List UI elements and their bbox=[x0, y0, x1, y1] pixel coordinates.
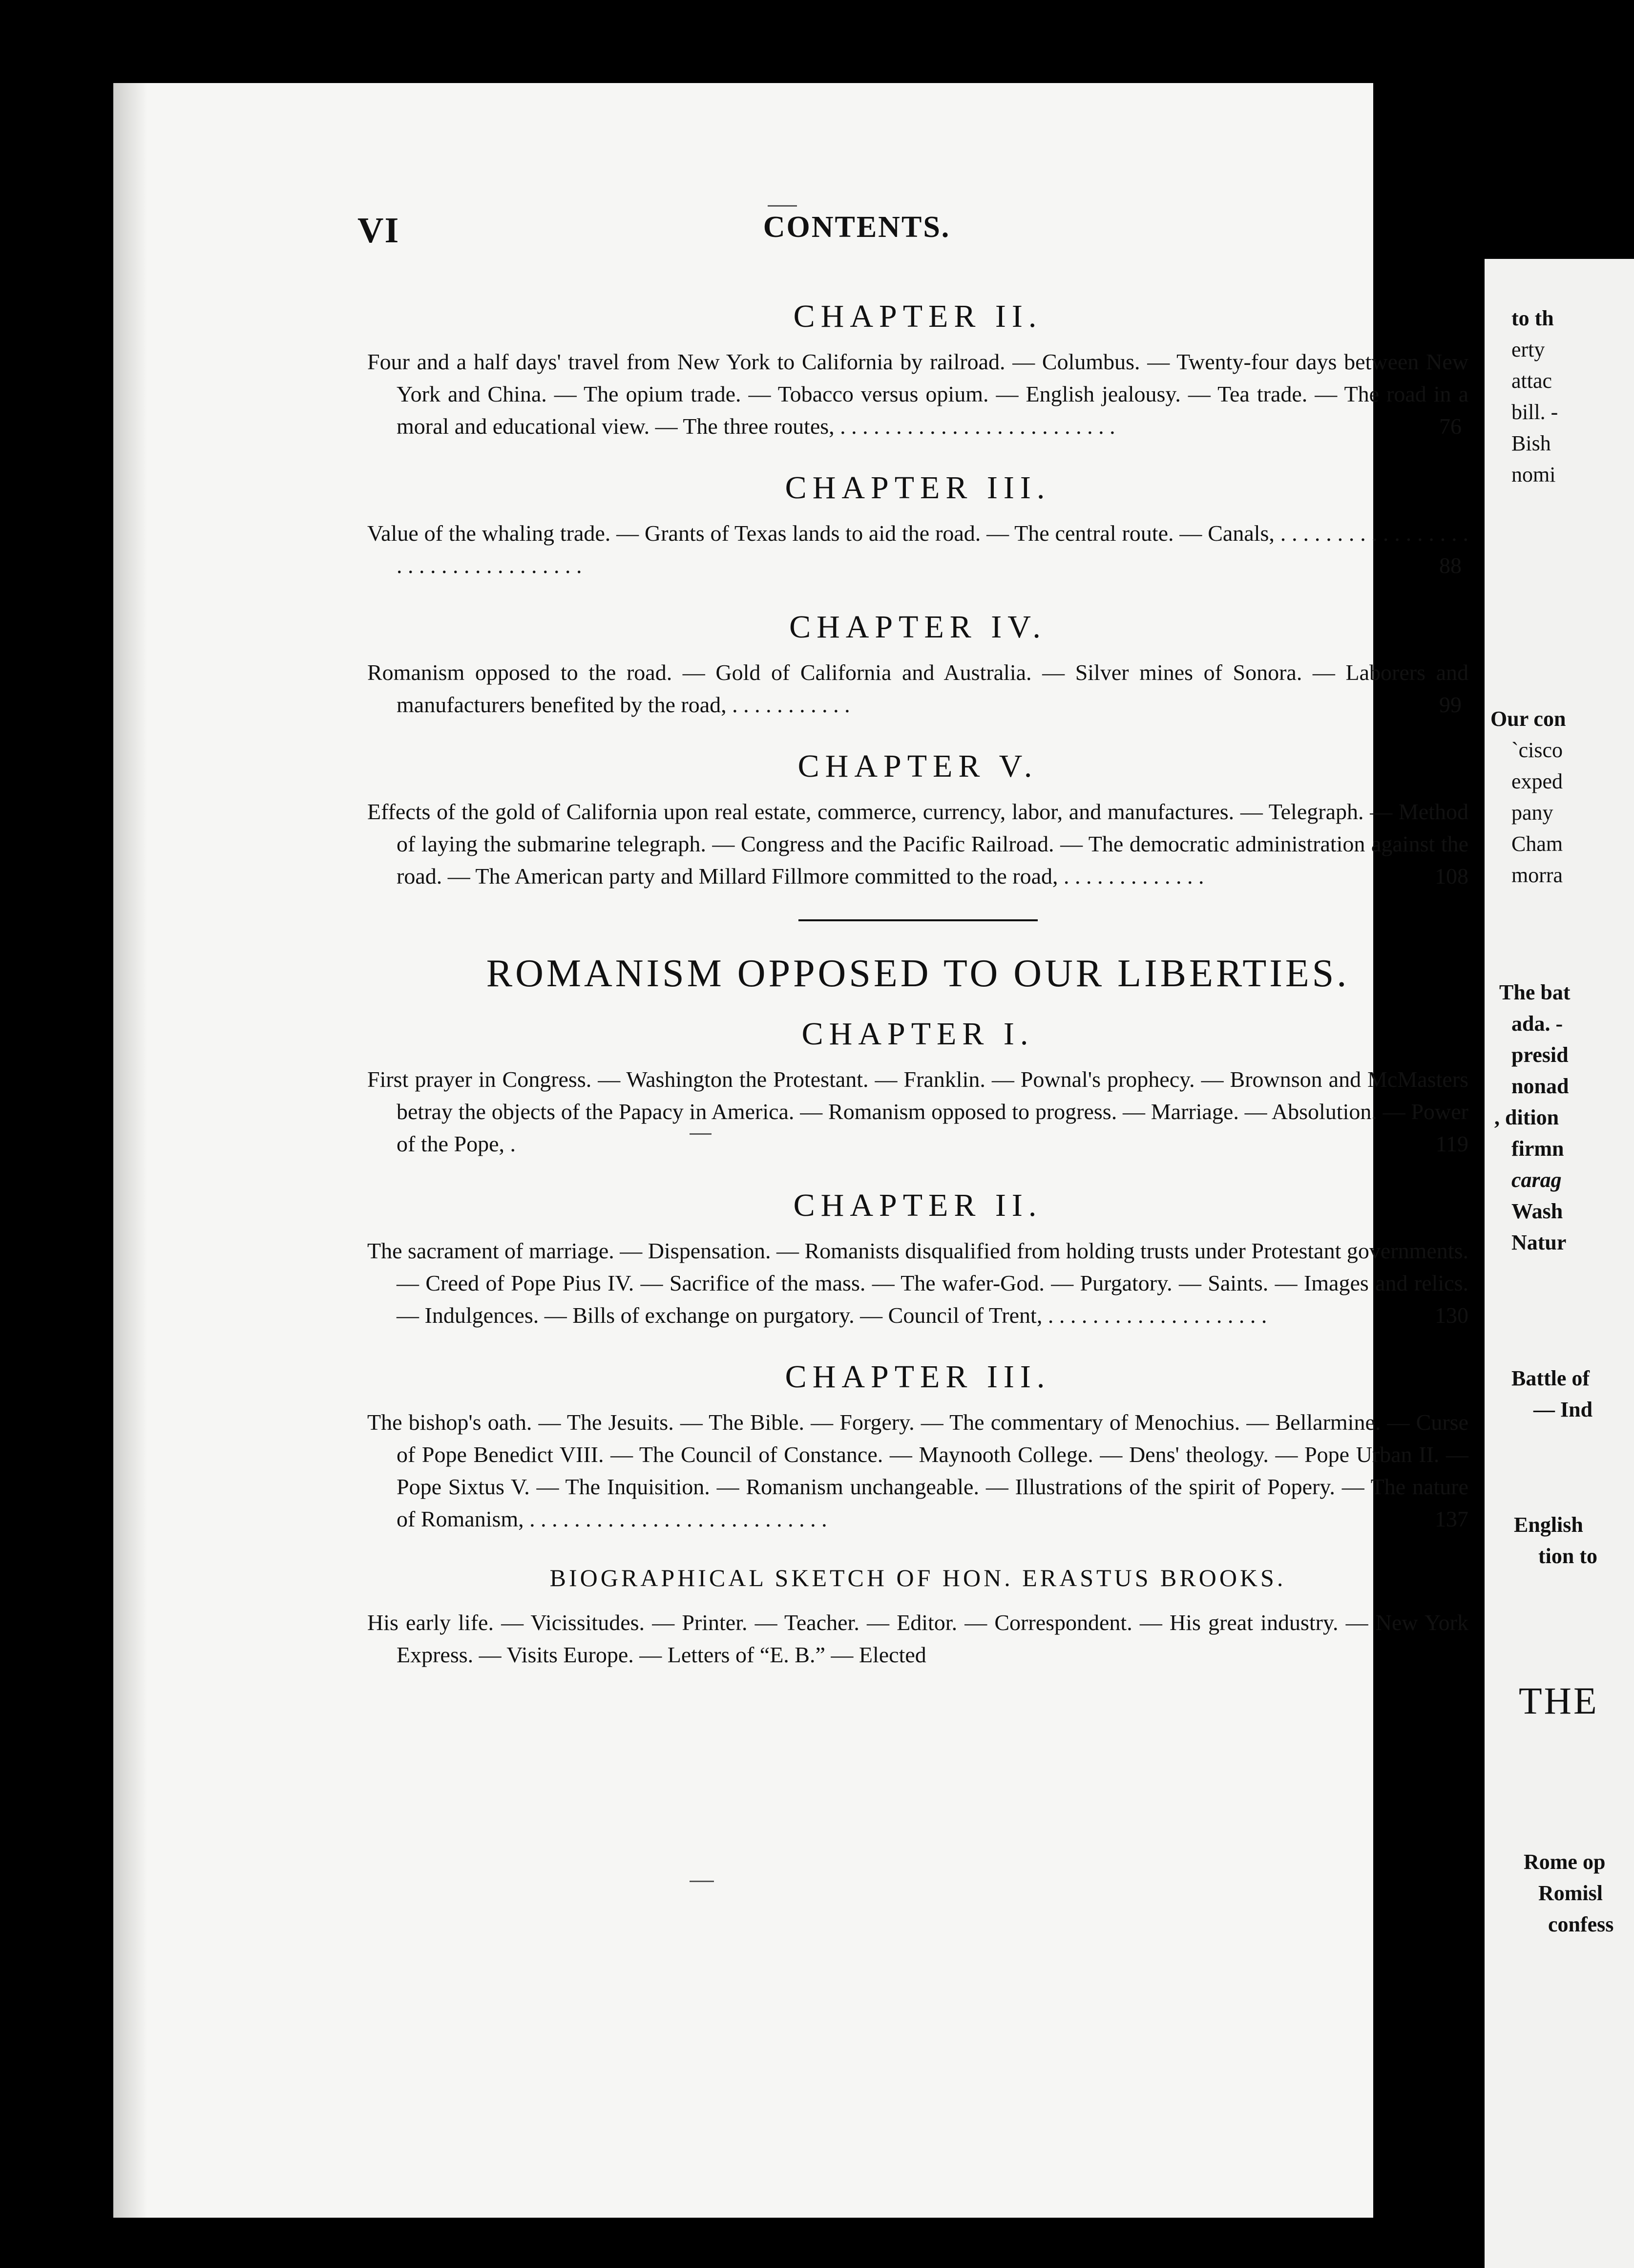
fragment-line: tion to bbox=[1538, 1544, 1597, 1568]
fragment-line: nomi bbox=[1511, 463, 1556, 487]
running-title: CONTENTS. bbox=[763, 211, 951, 244]
biography-heading: BIOGRAPHICAL SKETCH OF HON. ERASTUS BROOKS. bbox=[549, 1564, 1286, 1591]
page-reference: 119 bbox=[1435, 1131, 1468, 1156]
page-reference: 108 bbox=[1435, 864, 1468, 889]
fragment-line: bill. - bbox=[1511, 400, 1558, 424]
page-header bbox=[357, 210, 1356, 259]
section-pacific-railroad bbox=[367, 298, 1468, 892]
fragment-line: The bat bbox=[1499, 980, 1571, 1004]
chapter-summary bbox=[367, 796, 1468, 892]
section-title: ROMANISM OPPOSED TO OUR LIBERTIES. bbox=[486, 952, 1350, 995]
chapter-summary bbox=[367, 1235, 1468, 1332]
fragment-line: attac bbox=[1511, 369, 1552, 393]
summary-text: Romanism opposed to the road. — Gold of California and Australia. — Silver mines of Sonora. — Laborers and manufacturers benefited by the road, . . . . . . . . . . . bbox=[367, 660, 1468, 717]
fragment-line: Bish bbox=[1511, 431, 1551, 455]
summary-text: The bishop's oath. — The Jesuits. — The Bible. — Forgery. — The commentary of Menochius. — Bellarmine. — Curse of Pope Benedict VIII. — The Council of Constance. — Maynooth College. — Dens' theology. — Pope Urban II. — Pope Sixtus V. — The Inquisition. — Romanism unchangeable. — Illustrations of the spirit of Popery. — The nature of Romanism, . . . . . . . . . . . . . . . . . . . . . . . . . . . bbox=[367, 1410, 1468, 1531]
print-smudge bbox=[768, 205, 797, 207]
fragment-line: , dition bbox=[1494, 1105, 1559, 1129]
fragment-line: carag bbox=[1511, 1168, 1562, 1192]
fragment-heading: THE bbox=[1519, 1679, 1599, 1722]
fragment-line: Natur bbox=[1511, 1230, 1567, 1254]
fragment-line: confess bbox=[1548, 1912, 1614, 1936]
left-page bbox=[113, 83, 1468, 2218]
page-gutter-shadow bbox=[113, 83, 147, 2218]
fragment-line: Romisl bbox=[1538, 1881, 1603, 1905]
contents-body bbox=[367, 298, 1468, 1698]
fragment-line: firmn bbox=[1511, 1137, 1564, 1161]
fragment-line: to th bbox=[1511, 306, 1554, 330]
page-number: VI bbox=[357, 211, 400, 251]
chapter-summary: Four and a half days' travel from New York to California by railroad. — Columbus. — Twenty-four days between New York and China. — The opium trade. — Tobacco versus opium. — English jealousy. — Tea trade. — The road in a moral and educational view. — The three routes, . . . . . . . . . . . . . . . . . . . . . . . . . 76 bbox=[367, 349, 1468, 439]
section-romanism bbox=[367, 952, 1468, 1535]
fragment-line: `cisco bbox=[1511, 738, 1563, 762]
fragment-line: erty bbox=[1511, 338, 1545, 361]
fragment-line: morra bbox=[1511, 863, 1563, 887]
fragment-line: Battle of bbox=[1511, 1366, 1590, 1390]
summary-text: First prayer in Congress. — Washington the Protestant. — Franklin. — Pownal's prophecy. — Brownson and McMasters betray the objects of the Papacy in America. — Romanism opposed to progress. — Marriage. — Absolution. — Power of the Pope, . bbox=[367, 1067, 1468, 1156]
chapter-heading: CHAPTER I. bbox=[801, 1016, 1034, 1052]
fragment-line: — Ind bbox=[1533, 1398, 1593, 1421]
page-reference: 137 bbox=[1435, 1506, 1468, 1531]
chapter-heading: CHAPTER II. bbox=[793, 298, 1043, 334]
right-page-fragment bbox=[1485, 259, 1634, 2268]
summary-text: Four and a half days' travel from New York to California by railroad. — Columbus. — Twenty-four days between New York and China. — The opium trade. — Tobacco versus opium. — English jealousy. — Tea trade. — The road in a moral and educational view. — The three routes, . . . . . . . . . . . . . . . . . . . . . . . . . bbox=[367, 349, 1468, 439]
page-reference: 130 bbox=[1435, 1303, 1468, 1328]
chapter-heading: CHAPTER V. bbox=[797, 748, 1038, 784]
summary-text: The sacrament of marriage. — Dispensation. — Romanists disqualified from holding trusts under Protestant governments. — Creed of Pope Pius IV. — Sacrifice of the mass. — The wafer-God. — Purgatory. — Saints. — Images and relics. — Indulgences. — Bills of exchange on purgatory. — Council of Trent, . . . . . . . . . . . . . . . . . . . . bbox=[367, 1238, 1468, 1328]
fragment-line: English bbox=[1514, 1513, 1583, 1537]
fragment-line: presid bbox=[1511, 1043, 1569, 1067]
print-smudge bbox=[690, 1881, 714, 1882]
chapter-heading: CHAPTER III. bbox=[785, 1359, 1051, 1395]
chapter-summary bbox=[367, 1406, 1468, 1535]
chapter-heading: CHAPTER II. bbox=[793, 1187, 1043, 1223]
fragment-line: ada. - bbox=[1511, 1012, 1563, 1036]
fragment-line: nonad bbox=[1511, 1074, 1569, 1098]
fragment-line: Cham bbox=[1511, 832, 1563, 856]
print-smudge bbox=[690, 1133, 712, 1135]
chapter-summary: Romanism opposed to the road. — Gold of California and Australia. — Silver mines of Sonora. — Laborers and manufacturers benefited by the road, . . . . . . . . . . . 99 bbox=[367, 660, 1468, 717]
fragment-line: Our con bbox=[1490, 707, 1566, 731]
summary-text: Value of the whaling trade. — Grants of Texas lands to aid the road. — The central route. — Canals, . . . . . . . . . . . . . . . . . . . . . . . . . . . . . . . . . . bbox=[367, 521, 1468, 578]
fragment-line: Rome op bbox=[1524, 1850, 1606, 1874]
chapter-heading: CHAPTER IV. bbox=[789, 609, 1047, 645]
chapter-heading: CHAPTER III. bbox=[785, 470, 1051, 506]
chapter-summary: Value of the whaling trade. — Grants of Texas lands to aid the road. — The central route. — Canals, . . . . . . . . . . . . . . . . . . . . . . . . . . . . . . . . . . 88 bbox=[367, 521, 1468, 578]
summary-text: Effects of the gold of California upon real estate, commerce, currency, labor, and manufactures. — Telegraph. — Method of laying the submarine telegraph. — Congress and the Pacific Railroad. — The democratic administration against the road. — The American party and Millard Fillmore committed to the road, . . . . . . . . . . . . . bbox=[367, 799, 1468, 889]
chapter-summary bbox=[367, 1063, 1468, 1160]
section-biography bbox=[367, 1564, 1468, 1671]
biography-summary: His early life. — Vicissitudes. — Printer. — Teacher. — Editor. — Correspondent. — His great industry. — New York Express. — Visits Europe. — Letters of “E. B.” — Elected bbox=[367, 1610, 1468, 1667]
fragment-line: exped bbox=[1511, 769, 1563, 793]
fragment-line: pany bbox=[1511, 801, 1553, 825]
fragment-line: Wash bbox=[1511, 1199, 1563, 1223]
section-divider bbox=[798, 919, 1038, 921]
